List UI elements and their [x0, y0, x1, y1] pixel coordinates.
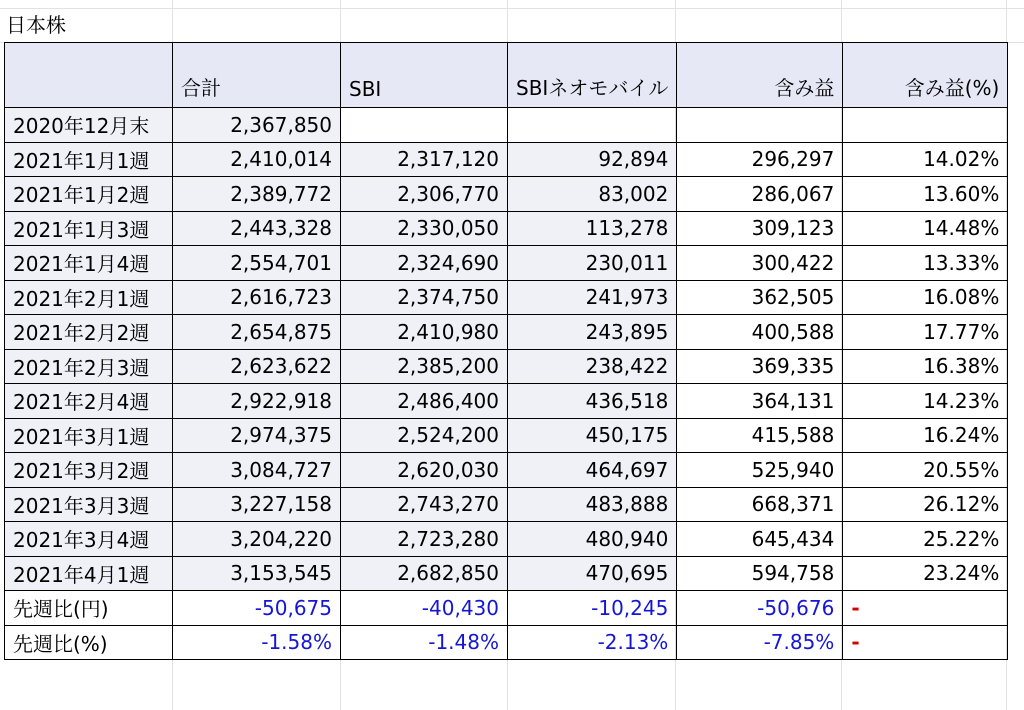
table-row: [5, 453, 1008, 488]
cell-unrealized-gain-pct[interactable]: 14.48%: [843, 211, 1008, 246]
cell-unrealized-gain-pct[interactable]: 14.23%: [843, 384, 1008, 419]
cell-row-label[interactable]: 先週比(%): [5, 625, 173, 660]
cell-sbi[interactable]: 2,410,980: [341, 315, 508, 350]
header-cell-row-label[interactable]: [5, 43, 173, 108]
cell-sbi[interactable]: -1.48%: [341, 625, 508, 660]
cell-row-label[interactable]: 先週比(円): [5, 591, 173, 626]
cell-unrealized-gain[interactable]: 525,940: [677, 453, 843, 488]
cell-sbi[interactable]: 2,330,050: [341, 211, 508, 246]
cell-sbi-neomobile[interactable]: 480,940: [508, 522, 677, 557]
header-row: [5, 43, 1008, 108]
cell-row-label[interactable]: 2021年2月1週: [5, 280, 173, 315]
cell-unrealized-gain[interactable]: -50,676: [677, 591, 843, 626]
cell-total[interactable]: 2,410,014: [173, 142, 341, 177]
cell-total[interactable]: 3,153,545: [173, 556, 341, 591]
cell-sbi-neomobile[interactable]: 436,518: [508, 384, 677, 419]
cell-unrealized-gain-pct[interactable]: 16.38%: [843, 349, 1008, 384]
cell-row-label[interactable]: 2021年1月1週: [5, 142, 173, 177]
cell-sbi[interactable]: 2,723,280: [341, 522, 508, 557]
cell-unrealized-gain[interactable]: 309,123: [677, 211, 843, 246]
table-row: [5, 246, 1008, 281]
cell-total[interactable]: 2,623,622: [173, 349, 341, 384]
table-row: [5, 142, 1008, 177]
cell-sbi[interactable]: 2,324,690: [341, 246, 508, 281]
cell-sbi-neomobile[interactable]: 113,278: [508, 211, 677, 246]
cell-total[interactable]: -50,675: [173, 591, 341, 626]
cell-total[interactable]: 3,204,220: [173, 522, 341, 557]
cell-row-label[interactable]: 2021年4月1週: [5, 556, 173, 591]
cell-row-label[interactable]: 2021年3月2週: [5, 453, 173, 488]
cell-sbi[interactable]: 2,682,850: [341, 556, 508, 591]
cell-unrealized-gain[interactable]: 400,588: [677, 315, 843, 350]
cell-sbi-neomobile[interactable]: [508, 108, 677, 143]
cell-sbi-neomobile[interactable]: 92,894: [508, 142, 677, 177]
cell-sbi[interactable]: 2,317,120: [341, 142, 508, 177]
cell-sbi[interactable]: -40,430: [341, 591, 508, 626]
cell-sbi-neomobile[interactable]: 238,422: [508, 349, 677, 384]
cell-sbi-neomobile[interactable]: 243,895: [508, 315, 677, 350]
table-row: [5, 177, 1008, 212]
cell-total[interactable]: 2,922,918: [173, 384, 341, 419]
cell-sbi[interactable]: 2,374,750: [341, 280, 508, 315]
cell-unrealized-gain[interactable]: 415,588: [677, 418, 843, 453]
cell-row-label[interactable]: 2021年2月2週: [5, 315, 173, 350]
marker-dash: -: [851, 630, 860, 655]
cell-row-label[interactable]: 2021年1月3週: [5, 211, 173, 246]
header-cell-unrealized-gain-pct[interactable]: 含み益(%): [843, 43, 1008, 108]
header-cell-sbi-neomobile[interactable]: SBIネオモバイル: [508, 43, 677, 108]
header-cell-total[interactable]: 合計: [173, 43, 341, 108]
cell-sbi[interactable]: 2,620,030: [341, 453, 508, 488]
cell-sbi-neomobile[interactable]: 241,973: [508, 280, 677, 315]
diff-row: [5, 591, 1008, 626]
table-row: [5, 418, 1008, 453]
cell-sbi-neomobile[interactable]: 450,175: [508, 418, 677, 453]
table-row: [5, 280, 1008, 315]
sheet-title[interactable]: 日本株: [6, 13, 66, 37]
cell-unrealized-gain[interactable]: 668,371: [677, 487, 843, 522]
cell-sbi[interactable]: 2,306,770: [341, 177, 508, 212]
diff-row: [5, 625, 1008, 660]
cell-total[interactable]: 2,654,875: [173, 315, 341, 350]
cell-sbi[interactable]: 2,743,270: [341, 487, 508, 522]
cell-unrealized-gain-pct[interactable]: 13.33%: [843, 246, 1008, 281]
cell-unrealized-gain[interactable]: [677, 108, 843, 143]
cell-sbi[interactable]: [341, 108, 508, 143]
cell-sbi[interactable]: 2,486,400: [341, 384, 508, 419]
cell-unrealized-gain-pct[interactable]: 16.24%: [843, 418, 1008, 453]
cell-total[interactable]: 2,367,850: [173, 108, 341, 143]
table-row: [5, 384, 1008, 419]
cell-unrealized-gain-pct[interactable]: 14.02%: [843, 142, 1008, 177]
cell-sbi-neomobile[interactable]: 470,695: [508, 556, 677, 591]
table-row: [5, 349, 1008, 384]
table-row: [5, 211, 1008, 246]
header-cell-sbi[interactable]: SBI: [341, 43, 508, 108]
cell-row-label[interactable]: 2021年1月2週: [5, 177, 173, 212]
cell-unrealized-gain-pct[interactable]: 13.60%: [843, 177, 1008, 212]
cell-unrealized-gain-pct[interactable]: 20.55%: [843, 453, 1008, 488]
cell-sbi-neomobile[interactable]: -2.13%: [508, 625, 677, 660]
cell-row-label[interactable]: 2020年12月末: [5, 108, 173, 143]
cell-unrealized-gain[interactable]: 645,434: [677, 522, 843, 557]
cell-total[interactable]: 2,974,375: [173, 418, 341, 453]
cell-unrealized-gain-pct[interactable]: 16.08%: [843, 280, 1008, 315]
cell-unrealized-gain[interactable]: 362,505: [677, 280, 843, 315]
cell-unrealized-gain-pct[interactable]: [843, 108, 1008, 143]
cell-row-label[interactable]: 2021年2月3週: [5, 349, 173, 384]
cell-unrealized-gain[interactable]: 296,297: [677, 142, 843, 177]
table-row: [5, 108, 1008, 143]
cell-unrealized-gain[interactable]: 364,131: [677, 384, 843, 419]
cell-sbi[interactable]: 2,524,200: [341, 418, 508, 453]
cell-sbi-neomobile[interactable]: 464,697: [508, 453, 677, 488]
cell-unrealized-gain-pct[interactable]: [843, 625, 1008, 660]
cell-sbi-neomobile[interactable]: -10,245: [508, 591, 677, 626]
cell-total[interactable]: 2,554,701: [173, 246, 341, 281]
cell-total[interactable]: 2,616,723: [173, 280, 341, 315]
cell-total[interactable]: 3,084,727: [173, 453, 341, 488]
cell-sbi-neomobile[interactable]: 230,011: [508, 246, 677, 281]
cell-total[interactable]: 2,443,328: [173, 211, 341, 246]
cell-total[interactable]: 3,227,158: [173, 487, 341, 522]
table-row: [5, 556, 1008, 591]
table-row: [5, 487, 1008, 522]
marker-dash: -: [851, 595, 860, 620]
cell-unrealized-gain-pct[interactable]: 26.12%: [843, 487, 1008, 522]
cell-total[interactable]: -1.58%: [173, 625, 341, 660]
cell-row-label[interactable]: 2021年1月4週: [5, 246, 173, 281]
cell-unrealized-gain-pct[interactable]: 17.77%: [843, 315, 1008, 350]
cell-unrealized-gain[interactable]: 369,335: [677, 349, 843, 384]
cell-unrealized-gain-pct[interactable]: 23.24%: [843, 556, 1008, 591]
cell-sbi-neomobile[interactable]: 83,002: [508, 177, 677, 212]
cell-row-label[interactable]: 2021年3月4週: [5, 522, 173, 557]
cell-total[interactable]: 2,389,772: [173, 177, 341, 212]
cell-unrealized-gain[interactable]: -7.85%: [677, 625, 843, 660]
table-row: [5, 522, 1008, 557]
cell-sbi[interactable]: 2,385,200: [341, 349, 508, 384]
cell-unrealized-gain[interactable]: 594,758: [677, 556, 843, 591]
cell-sbi-neomobile[interactable]: 483,888: [508, 487, 677, 522]
header-cell-unrealized-gain[interactable]: 含み益: [677, 43, 843, 108]
table-row: [5, 315, 1008, 350]
holdings-table: [4, 42, 1008, 660]
cell-row-label[interactable]: 2021年3月3週: [5, 487, 173, 522]
cell-row-label[interactable]: 2021年3月1週: [5, 418, 173, 453]
cell-unrealized-gain[interactable]: 286,067: [677, 177, 843, 212]
cell-unrealized-gain-pct[interactable]: [843, 591, 1008, 626]
cell-unrealized-gain-pct[interactable]: 25.22%: [843, 522, 1008, 557]
cell-unrealized-gain[interactable]: 300,422: [677, 246, 843, 281]
cell-row-label[interactable]: 2021年2月4週: [5, 384, 173, 419]
